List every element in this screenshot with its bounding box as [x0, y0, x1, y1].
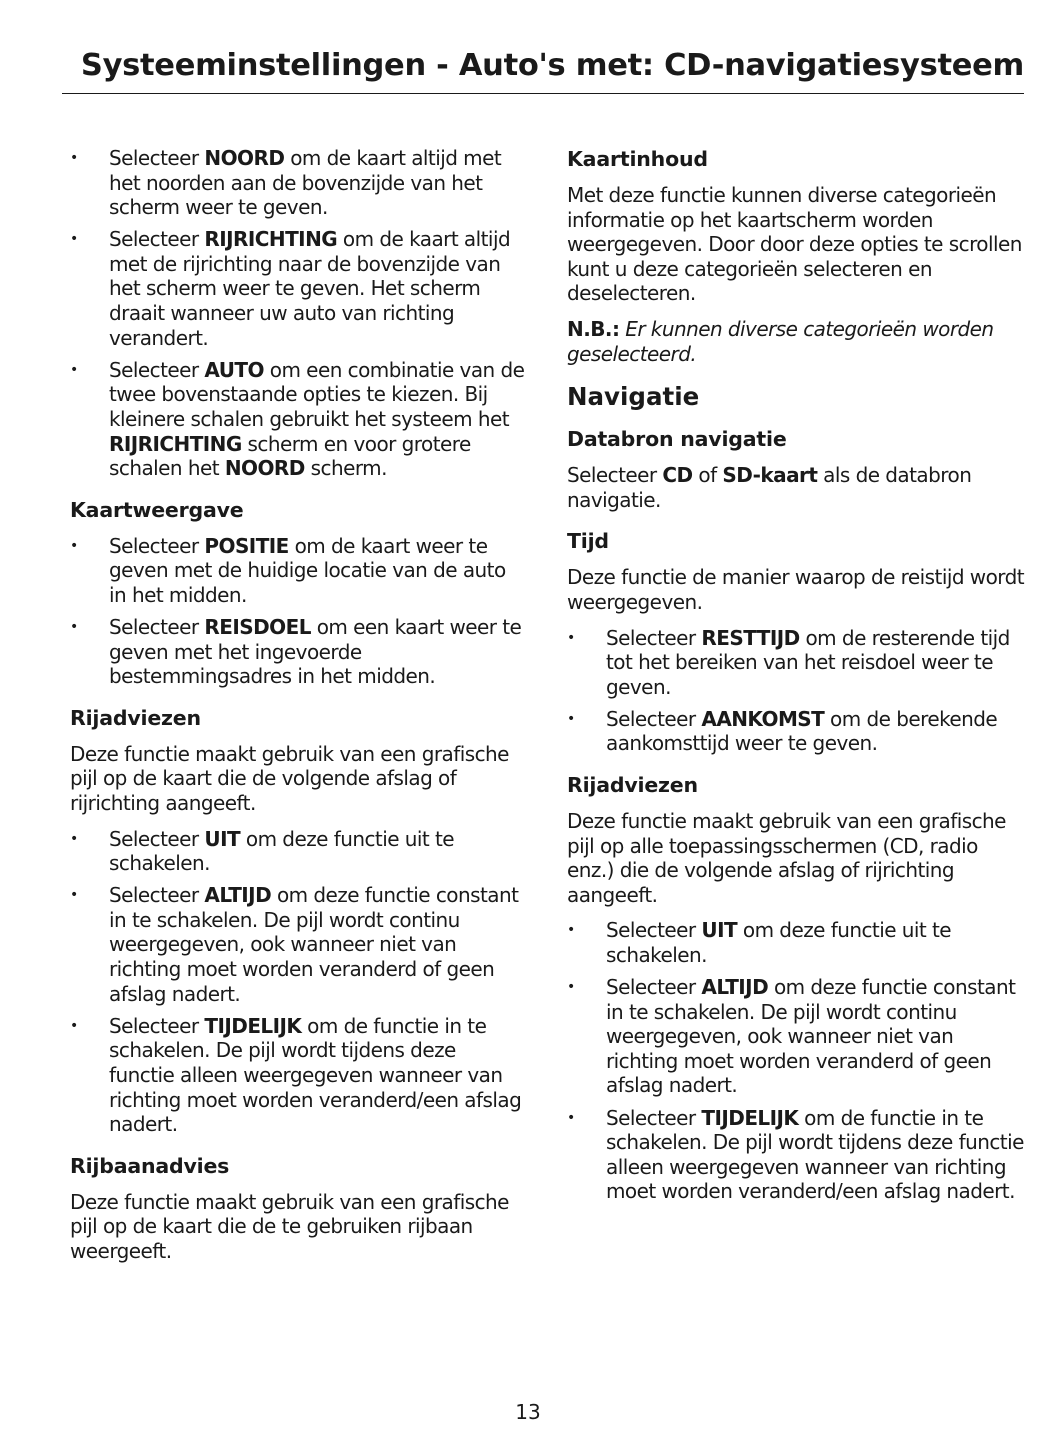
section-heading-rijbaanadvies: Rijbaanadvies	[70, 1153, 230, 1178]
list-item: • Selecteer RESTTIJD om de resterende tijd tot het bereiken van het reisdoel weer te geven.	[567, 626, 1025, 700]
note-text: Er kunnen diverse categorieën worden geselecteerd.	[567, 316, 994, 366]
kaartinhoud-description: Met deze functie kunnen diverse categorieën informatie op het kaartscherm worden weergegeven. Door door deze opties te scrollen kunt u deze categorieën selecteren en deselecteren.	[567, 183, 1022, 306]
left-column	[70, 146, 526, 1274]
orientation-options-list	[70, 146, 526, 481]
databron-description: Selecteer CD of SD-kaart als de databron navigatie.	[567, 463, 972, 512]
section-heading-tijd: Tijd	[567, 529, 609, 554]
list-item: • Selecteer POSITIE om de kaart weer te geven met de huidige locatie van de auto in het midden.	[70, 534, 526, 608]
tijd-list	[567, 626, 1025, 756]
list-item: • Selecteer AUTO om een combinatie van de twee bovenstaande opties te kiezen. Bij kleinere schalen gebruikt het systeem het RIJRICHTING scherm en voor grotere schalen het NOORD scherm.	[70, 358, 526, 481]
note	[567, 317, 1025, 366]
rijadviezen-right-list	[567, 918, 1025, 1204]
kaartweergave-list	[70, 534, 526, 689]
rijadviezen-right-description: Deze functie maakt gebruik van een grafische pijl op alle toepassingsschermen (CD, radio enz.) die de volgende afslag of rijrichting aangeeft.	[567, 809, 1006, 907]
page-title: Systeeminstellingen - Auto's met: CD-navigatiesysteem	[62, 48, 1024, 94]
list-item: • Selecteer TIJDELIJK om de functie in te schakelen. De pijl wordt tijdens deze functie alleen weergegeven wanneer van richting moet worden veranderd/een afslag nadert.	[567, 1106, 1025, 1204]
list-item: • Selecteer ALTIJD om deze functie constant in te schakelen. De pijl wordt continu weergegeven, ook wanneer niet van richting moet worden veranderd of geen afslag nadert.	[70, 883, 526, 1006]
list-item: • Selecteer RIJRICHTING om de kaart altijd met de rijrichting naar de bovenzijde van het scherm weer te geven. Het scherm draait wanneer uw auto van richting verandert.	[70, 227, 526, 350]
rijadviezen-description: Deze functie maakt gebruik van een grafische pijl op de kaart die de volgende afslag of rijrichting aangeeft.	[70, 741, 509, 815]
list-item: • Selecteer REISDOEL om een kaart weer te geven met het ingevoerde bestemmingsadres in het midden.	[70, 615, 526, 689]
note-label: N.B.:	[567, 316, 620, 341]
page-number: 13	[515, 1400, 541, 1424]
section-heading-rijadviezen: Rijadviezen	[70, 705, 201, 730]
section-heading-kaartinhoud: Kaartinhoud	[567, 147, 708, 171]
section-heading-kaartweergave: Kaartweergave	[70, 497, 244, 522]
section-heading-navigatie: Navigatie	[567, 382, 700, 412]
list-item: • Selecteer UIT om deze functie uit te schakelen.	[70, 827, 526, 876]
list-item: • Selecteer NOORD om de kaart altijd met het noorden aan de bovenzijde van het scherm weer te geven.	[70, 146, 526, 220]
subsection-heading-databron: Databron navigatie	[567, 427, 787, 452]
list-item: • Selecteer UIT om deze functie uit te schakelen.	[567, 918, 1025, 967]
list-item: • Selecteer AANKOMST om de berekende aankomsttijd weer te geven.	[567, 707, 1025, 756]
rijadviezen-list	[70, 827, 526, 1137]
rijbaanadvies-description: Deze functie maakt gebruik van een grafische pijl op de kaart die de te gebruiken rijbaan weergeeft.	[70, 1189, 509, 1263]
section-heading-rijadviezen-right: Rijadviezen	[567, 773, 698, 797]
tijd-description: Deze functie de manier waarop de reistijd wordt weergegeven.	[567, 565, 1025, 614]
list-item: • Selecteer ALTIJD om deze functie constant in te schakelen. De pijl wordt continu weergegeven, ook wanneer niet van richting moet worden veranderd of geen afslag nadert.	[567, 975, 1025, 1098]
list-item: • Selecteer TIJDELIJK om de functie in te schakelen. De pijl wordt tijdens deze functie alleen weergegeven wanneer van richting moet worden veranderd/een afslag nadert.	[70, 1014, 526, 1137]
right-column	[567, 146, 1025, 1214]
